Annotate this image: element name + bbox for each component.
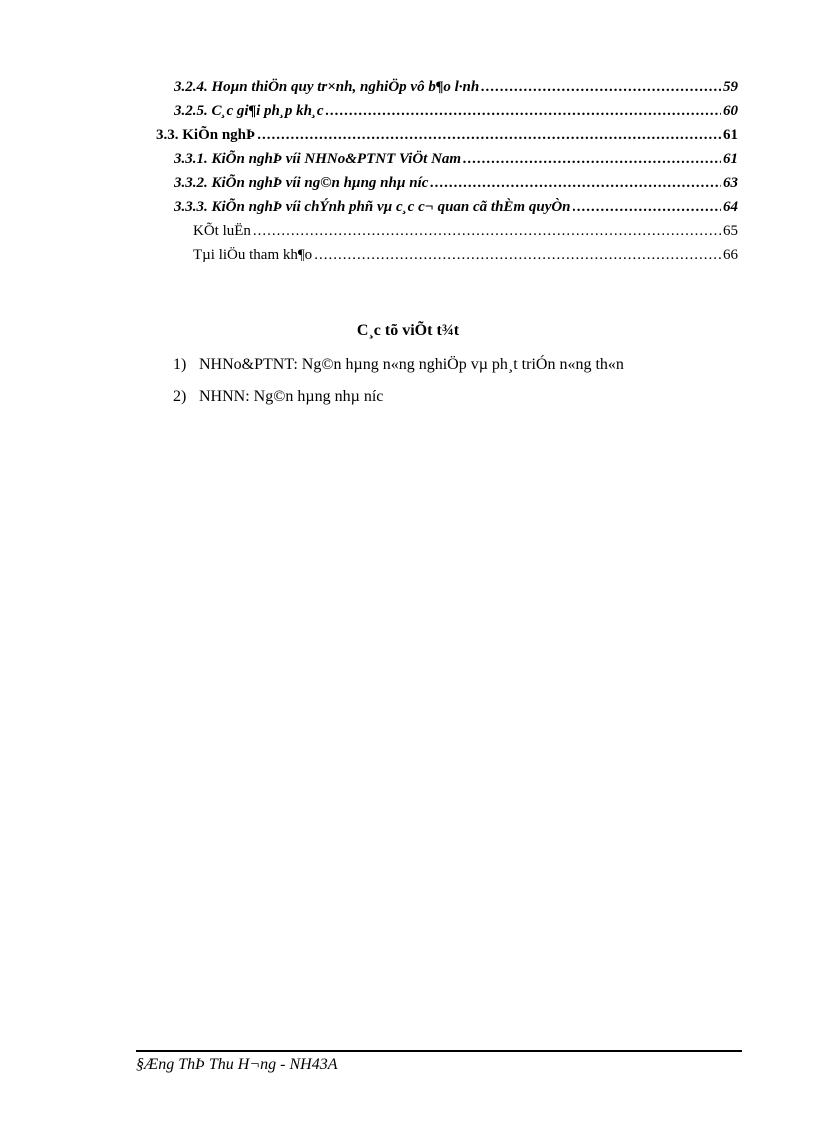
toc-entry-page: 61 xyxy=(723,151,738,167)
toc-entry-label: 3.2.5. C¸c gi¶i ph¸p kh¸c xyxy=(174,103,324,119)
footer-divider xyxy=(136,1050,742,1052)
toc-entry-label: 3.3.1. KiÕn nghÞ víi NHNo&PTNT ViÖt Nam xyxy=(174,151,462,167)
toc-entry-label: KÕt luËn xyxy=(193,223,251,239)
toc-leader-dots xyxy=(573,197,721,217)
toc-entry-label: Tµi liÖu tham kh¶o xyxy=(193,247,313,263)
toc-entry-page: 65 xyxy=(723,223,738,239)
toc-leader-dots xyxy=(257,125,721,145)
toc-leader-dots xyxy=(481,77,721,97)
toc-leader-dots xyxy=(253,221,721,241)
toc-leader-dots xyxy=(463,149,721,169)
toc-entry-conclusion[interactable] xyxy=(193,221,738,241)
toc-entry-page: 61 xyxy=(723,127,738,143)
toc-entry-label: 3.3.3. KiÕn nghÞ víi chÝnh phñ vµ c¸c c¬ quan cã thÈm quyÒn xyxy=(174,199,571,215)
abbreviation-text: NHNo&PTNT: Ng©n hµng n«ng nghiÖp vµ ph¸t triÓn n«ng th«n xyxy=(199,356,624,373)
toc-entry-page: 59 xyxy=(723,79,738,95)
toc-entry-page: 60 xyxy=(723,103,738,119)
toc-entry-page: 63 xyxy=(723,175,738,191)
toc-entry-3-3-1[interactable] xyxy=(174,149,738,169)
abbreviation-item xyxy=(173,388,383,406)
toc-entry-label: 3.3.2. KiÕn nghÞ víi ng©n hµng nhµ níc xyxy=(174,175,429,191)
abbreviation-item xyxy=(173,356,624,374)
footer-author: §Æng ThÞ Thu H¬ng - NH43A xyxy=(136,1056,338,1073)
toc-entry-label: 3.2.4. Hoµn thiÖn quy tr×nh, nghiÖp vô b¶o l·nh xyxy=(174,79,480,95)
toc-entry-references[interactable] xyxy=(193,245,738,265)
abbreviation-text: NHNN: Ng©n hµng nhµ níc xyxy=(199,388,384,405)
toc-entry-3-3[interactable] xyxy=(156,125,738,145)
abbreviation-number: 1) xyxy=(173,356,187,373)
abbreviation-number: 2) xyxy=(173,388,187,405)
toc-entry-3-2-5[interactable] xyxy=(174,101,738,121)
toc-leader-dots xyxy=(430,173,721,193)
toc-entry-page: 66 xyxy=(723,247,738,263)
toc-entry-label: 3.3. KiÕn nghÞ xyxy=(156,127,256,143)
toc-entry-3-3-3[interactable] xyxy=(174,197,738,217)
toc-leader-dots xyxy=(326,101,721,121)
toc-leader-dots xyxy=(314,245,721,265)
abbreviations-heading: C¸c tõ viÕt t¾t xyxy=(356,322,460,339)
toc-entry-3-3-2[interactable] xyxy=(174,173,738,193)
toc-entry-3-2-4[interactable] xyxy=(174,77,738,97)
toc-entry-page: 64 xyxy=(723,199,738,215)
